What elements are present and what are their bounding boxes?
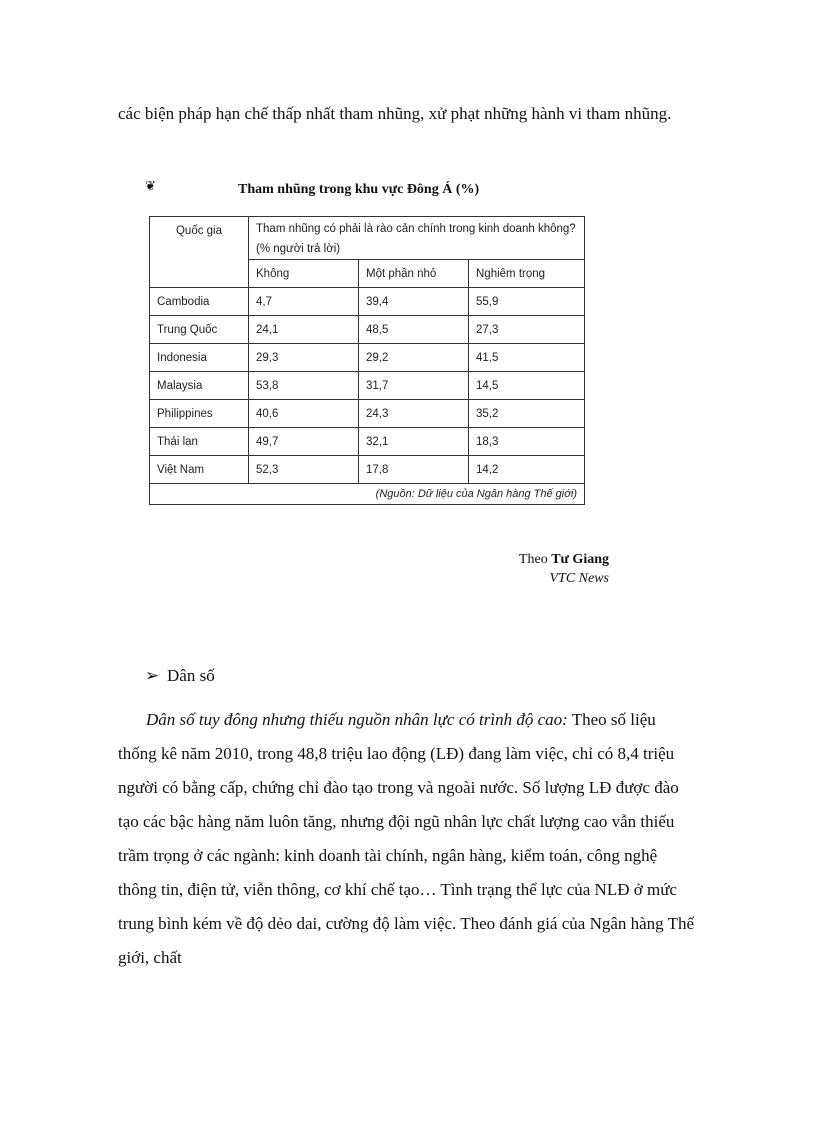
country-cell: Trung Quốc	[150, 316, 249, 344]
table-row	[150, 288, 585, 316]
table-header-row	[150, 217, 585, 260]
byline-prefix: Theo	[518, 552, 548, 567]
value-cell: 41,5	[469, 344, 585, 372]
figure-byline	[519, 550, 609, 588]
value-cell: 24,1	[249, 316, 359, 344]
value-cell: 40,6	[249, 400, 359, 428]
table-source-row	[150, 484, 585, 505]
section-heading-text: Dân số	[167, 666, 215, 685]
table-row	[150, 428, 585, 456]
paragraph-body: Theo số liệu thống kê năm 2010, trong 48,8 triệu lao động (LĐ) đang làm việc, chỉ có 8,4 triệu người có bằng cấp, chứng chỉ đào tạo trong và ngoài nước. Số lượng LĐ được đào tạo các bậc hàng năm luôn tăng, nhưng đội ngũ nhân lực chất lượng cao vẫn thiếu trầm trọng ở các ngành: kinh doanh tài chính, ngân hàng, kiểm toán, công nghệ thông tin, điện tử, viễn thông, cơ khí chế tạo… Tình trạng thể lực của NLĐ ở mức trung bình kém về độ dẻo dai, cường độ làm việc. Theo đánh giá của Ngân hàng Thế giới, chất	[118, 710, 695, 967]
header-col-severe: Nghiêm trọng	[469, 260, 585, 288]
table-source-note: (Nguồn: Dữ liệu của Ngân hàng Thế giới)	[150, 484, 585, 505]
header-country: Quốc gia	[150, 217, 249, 288]
byline-line	[519, 550, 609, 569]
table-row	[150, 344, 585, 372]
value-cell: 53,8	[249, 372, 359, 400]
figure-title: Tham nhũng trong khu vực Đông Á (%)	[238, 182, 480, 197]
section-heading	[145, 659, 215, 693]
value-cell: 35,2	[469, 400, 585, 428]
value-cell: 31,7	[359, 372, 469, 400]
table-row	[150, 372, 585, 400]
value-cell: 48,5	[359, 316, 469, 344]
value-cell: 29,2	[359, 344, 469, 372]
value-cell: 39,4	[359, 288, 469, 316]
table-row	[150, 316, 585, 344]
value-cell: 14,2	[469, 456, 585, 484]
header-col-minor: Một phần nhỏ	[359, 260, 469, 288]
value-cell: 24,3	[359, 400, 469, 428]
paragraph-intro: các biện pháp hạn chế thấp nhất tham nhũng, xử phạt những hành vi tham nhũng.	[118, 104, 672, 123]
country-cell: Malaysia	[150, 372, 249, 400]
table-row	[150, 400, 585, 428]
header-col-none: Không	[249, 260, 359, 288]
value-cell: 14,5	[469, 372, 585, 400]
corruption-table	[149, 216, 585, 505]
country-cell: Indonesia	[150, 344, 249, 372]
value-cell: 17,8	[359, 456, 469, 484]
paragraph-population	[118, 703, 698, 975]
paragraph-lead: Dân số tuy đông nhưng thiếu nguồn nhân lực có trình độ cao:	[146, 710, 568, 729]
value-cell: 32,1	[359, 428, 469, 456]
decorative-mark-icon: ❦	[145, 178, 156, 193]
table-row	[150, 456, 585, 484]
value-cell: 49,7	[249, 428, 359, 456]
value-cell: 55,9	[469, 288, 585, 316]
value-cell: 52,3	[249, 456, 359, 484]
bullet-arrow-icon: ➢	[145, 666, 160, 685]
country-cell: Philippines	[150, 400, 249, 428]
country-cell: Việt Nam	[150, 456, 249, 484]
byline-source: VTC News	[549, 571, 609, 586]
header-question: Tham nhũng có phải là rào cản chính trong kinh doanh không? (% người trả lời)	[249, 217, 585, 260]
value-cell: 4,7	[249, 288, 359, 316]
byline-author: Tư Giang	[551, 552, 609, 567]
country-cell: Thái lan	[150, 428, 249, 456]
value-cell: 29,3	[249, 344, 359, 372]
country-cell: Cambodia	[150, 288, 249, 316]
value-cell: 18,3	[469, 428, 585, 456]
value-cell: 27,3	[469, 316, 585, 344]
